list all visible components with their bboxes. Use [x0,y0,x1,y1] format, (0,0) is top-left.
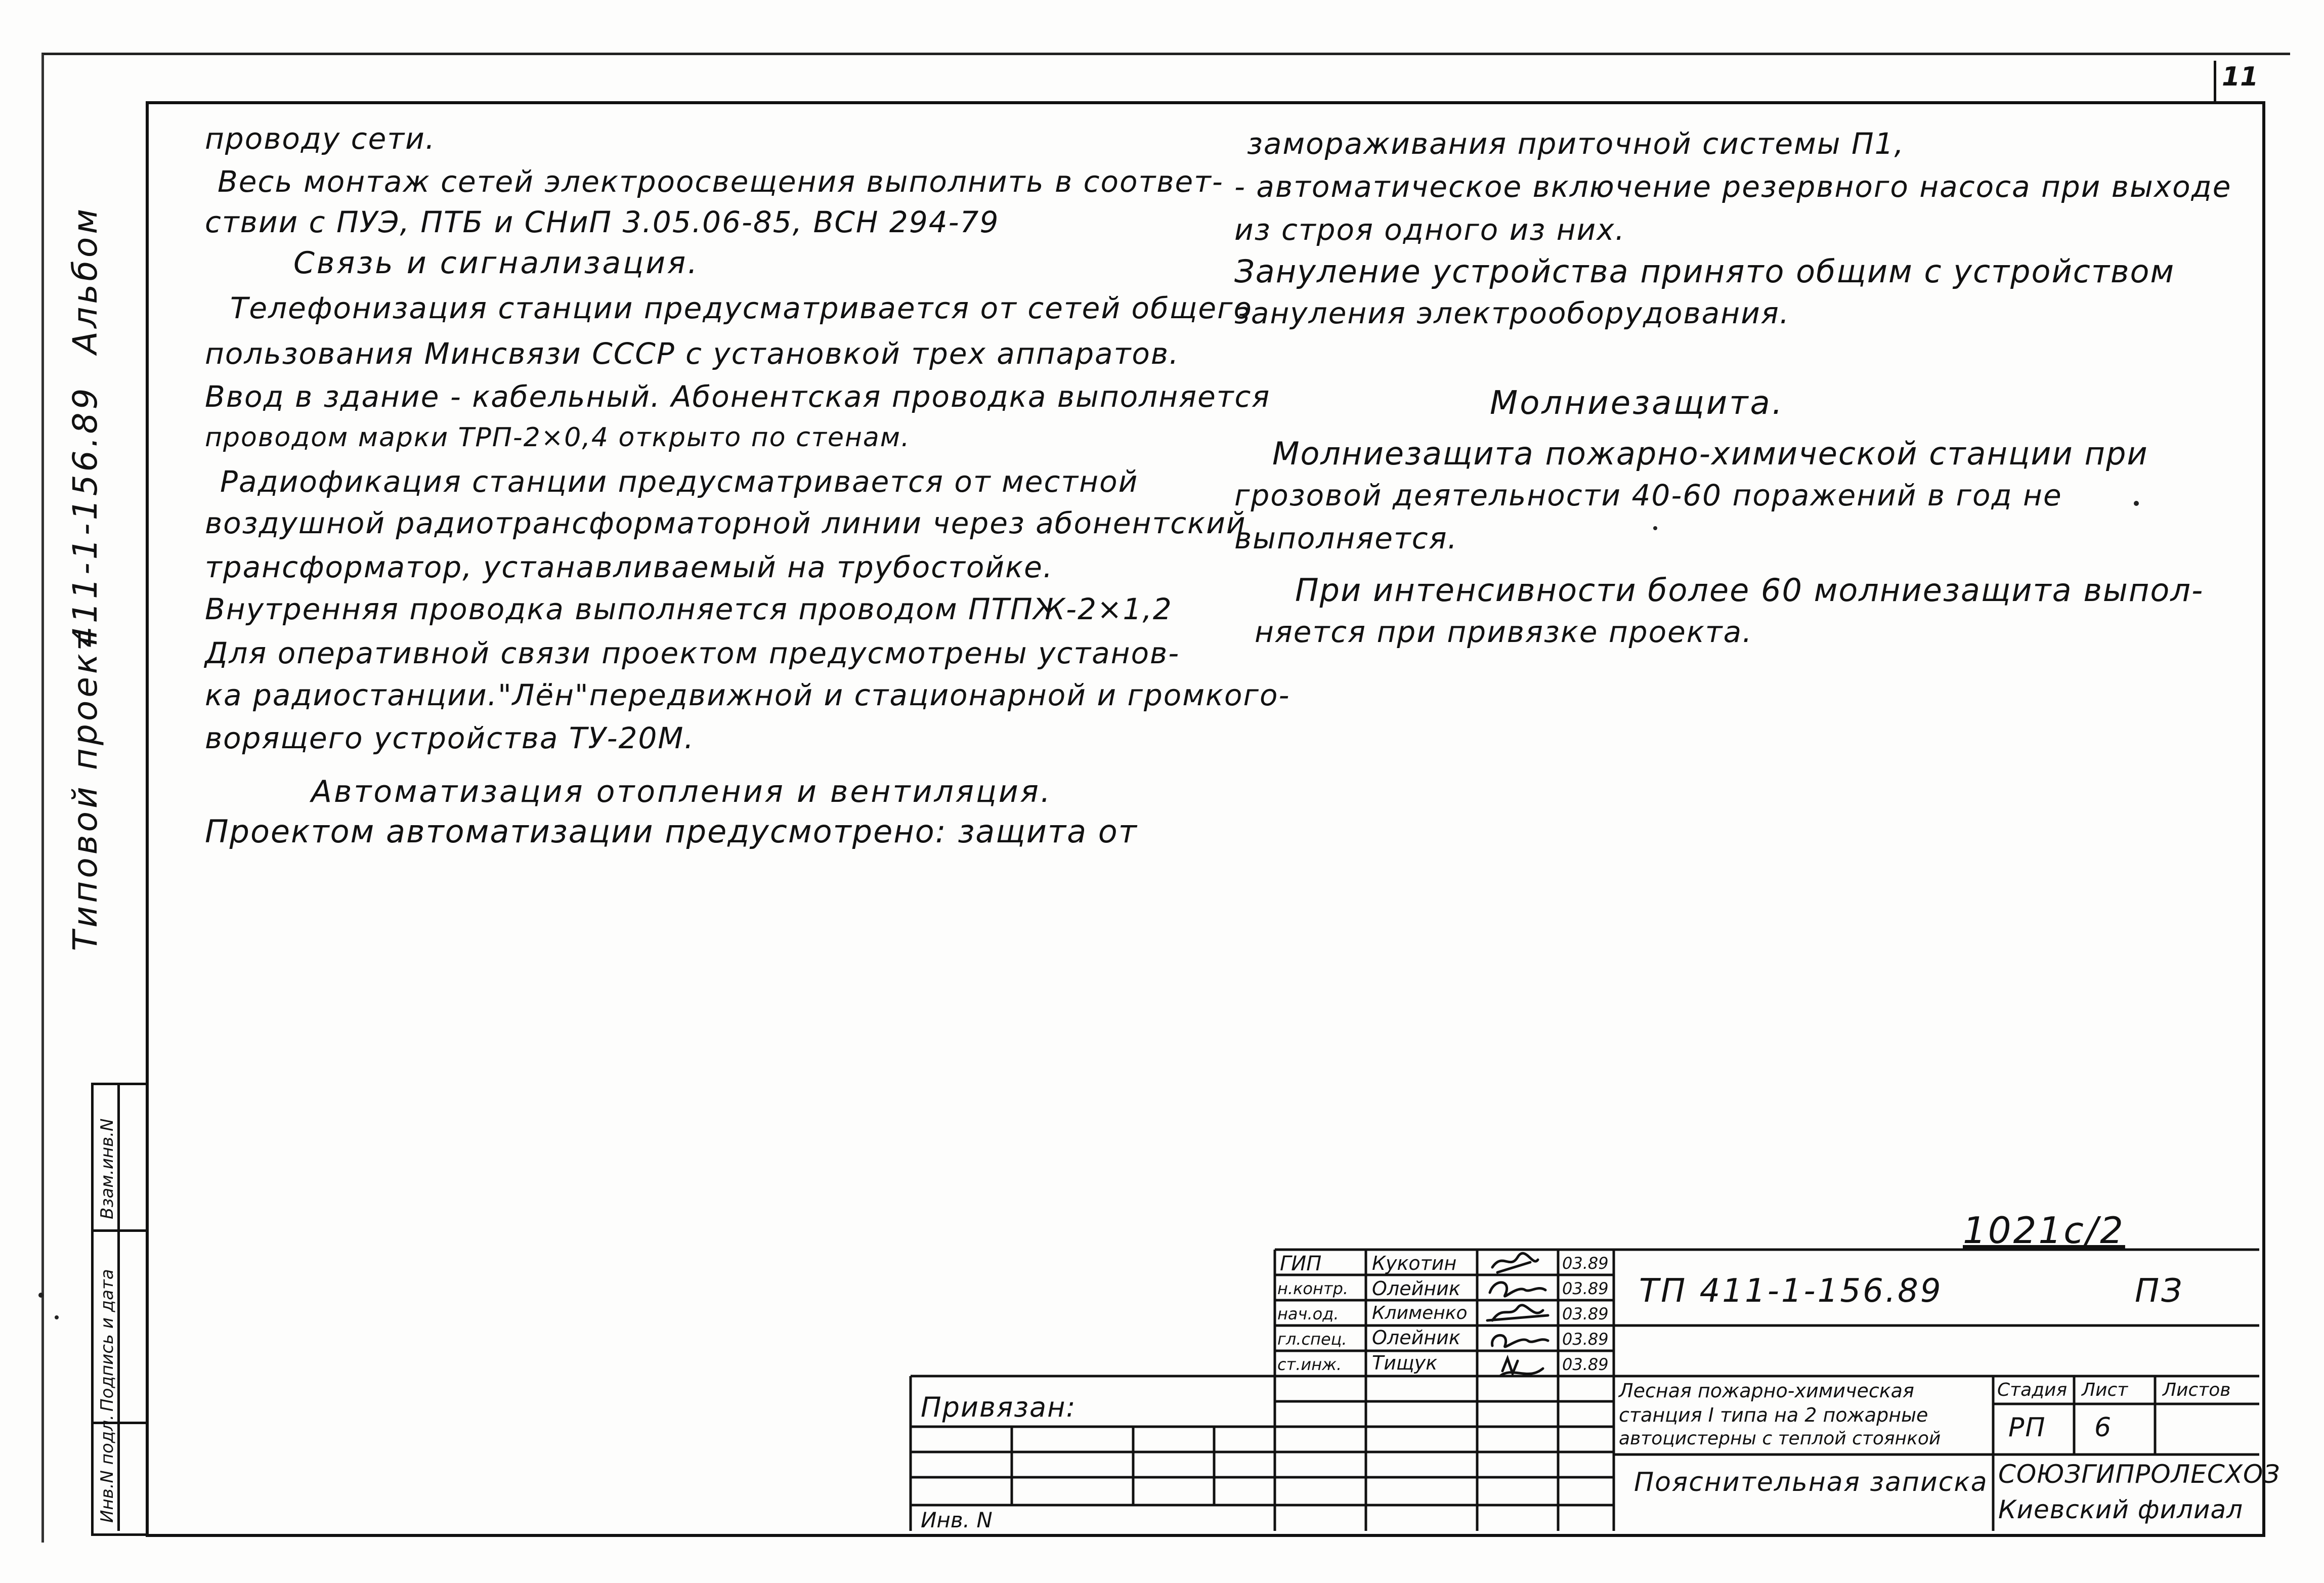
text-line: При интенсивности более 60 молниезащита выпол- [1295,572,2204,609]
text-line: ворящего устройства ТУ-20М. [205,721,695,755]
organization-name: СОЮЗГИПРОЛЕСХОЗ [1998,1460,2280,1489]
signer-name: Олейник [1372,1327,1460,1349]
sheet-value: 6 [2094,1413,2113,1443]
signer-role: ГИП [1280,1252,1322,1275]
text-line: грозовой деятельности 40-60 поражений в год не [1234,478,2062,512]
text-line: Внутренняя проводка выполняется проводом ПТПЖ-2×1,2 [205,592,1173,626]
text-line: Радиофикация станции предусматривается от местной [220,464,1139,499]
text-line: зануления электрооборудования. [1234,296,1790,330]
strip-label-inv: Инв.N подл. [97,1415,117,1523]
signer-date: 03.89 [1562,1304,1609,1323]
strip-label-sign-date: Подпись и дата [97,1269,117,1411]
side-title-code: 411-1-156.89 [66,385,105,648]
scan-speck [1653,526,1657,530]
strip-label-replace-inv: Взам.инв.N [97,1118,117,1219]
signer-role: ст.инж. [1277,1355,1342,1374]
text-line: ка радиостанции."Лён"передвижной и стационарной и громкого- [205,678,1290,712]
section-heading: Молниезащита. [1490,384,1785,422]
text-line: трансформатор, устанавливаемый на трубостойке. [205,550,1054,584]
document-mark: ПЗ [2135,1272,2184,1310]
text-line: - автоматическое включение резервного насоса при выходе [1234,169,2232,204]
section-heading: Связь и сигнализация. [293,245,700,281]
signer-name: Тищук [1372,1352,1438,1374]
scan-speck [2134,501,2139,506]
sheet-header: Лист [2082,1380,2128,1400]
text-line: Для оперативной связи проектом предусмотрены установ- [205,636,1180,670]
signer-name: Клименко [1372,1303,1468,1323]
signer-name: Олейник [1372,1277,1460,1300]
signer-date: 03.89 [1562,1254,1609,1273]
text-line: Молниезащита пожарно-химической станции при [1272,435,2148,472]
text-line: проводом марки ТРП-2×0,4 открыто по стенам. [205,422,911,453]
text-line: Зануление устройства принято общим с устройством [1234,253,2175,290]
object-name-line: Лесная пожарно-химическая [1619,1380,1914,1402]
scan-speck [55,1315,59,1319]
text-line: Весь монтаж сетей электроосвещения выполнить в соответ- [218,164,1224,199]
signer-role: нач.од. [1277,1304,1339,1323]
signer-name: Кукотин [1372,1252,1457,1274]
text-line: из строя одного из них. [1234,212,1626,247]
inventory-label: Инв. N [921,1508,993,1532]
organization-branch: Киевский филиал [1998,1495,2244,1524]
archive-number: 1021с/2 [1963,1209,2125,1252]
text-line: Проектом автоматизации предусмотрено: защита от [205,813,1138,850]
stage-header: Стадия [1997,1380,2068,1400]
signer-role: гл.спец. [1277,1330,1347,1349]
signer-date: 03.89 [1562,1279,1609,1298]
signer-role: н.контр. [1277,1279,1349,1298]
text-line: замораживания приточной системы П1, [1247,126,1905,161]
sheet-number: 11 [2222,62,2259,92]
section-heading: Автоматизация отопления и вентиляция. [311,774,1052,809]
text-line: няется при привязке проекта. [1255,615,1753,649]
text-line: ствии с ПУЭ, ПТБ и СНиП 3.05.06-85, ВСН 294-79 [205,205,1000,239]
object-name-line: автоцистерны с теплой стоянкой [1619,1428,1941,1449]
text-line: пользования Минсвязи СССР с установкой трех аппаратов. [205,336,1180,371]
text-line: проводу сети. [205,121,436,156]
privyazan-label: Привязан: [921,1391,1077,1423]
signer-date: 03.89 [1562,1355,1609,1374]
side-title-album: Альбом [66,205,105,354]
scan-speck [38,1293,44,1298]
text-line: выполняется. [1234,521,1458,555]
text-line: Телефонизация станции предусматривается от сетей общего [230,291,1253,325]
signature-marks [1482,1250,1558,1401]
document-title: Пояснительная записка [1634,1467,1988,1498]
object-name-line: станция I типа на 2 пожарные [1619,1404,1928,1426]
side-title-series: Типовой проект [66,628,105,951]
text-line: Ввод в здание - кабельный. Абонентская проводка выполняется [205,379,1271,414]
stage-value: РП [2008,1413,2046,1443]
text-line: воздушной радиотрансформаторной линии через абонентский [205,506,1246,540]
signer-date: 03.89 [1562,1330,1609,1349]
document-code: ТП 411-1-156.89 [1639,1272,1943,1310]
sheets-header: Листов [2163,1380,2231,1400]
